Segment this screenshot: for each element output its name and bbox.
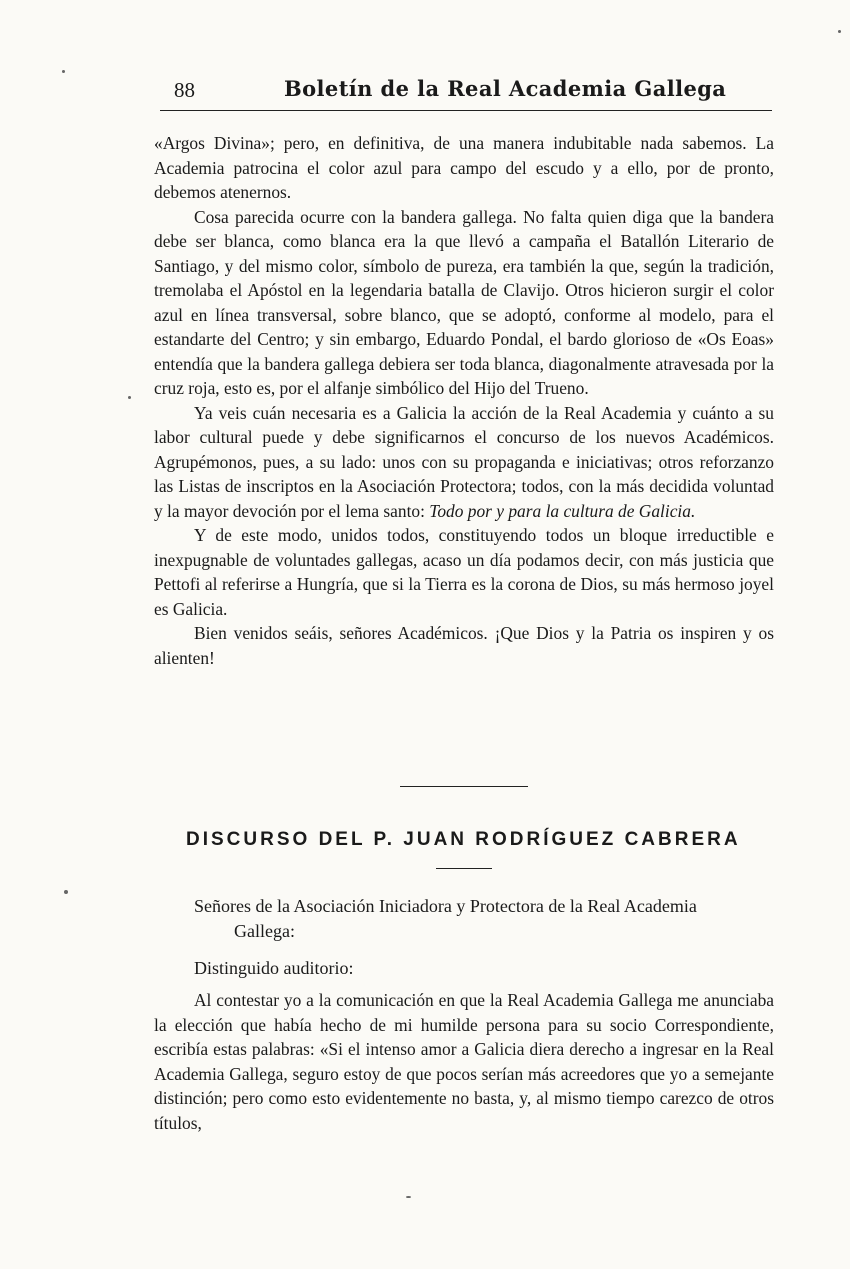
scan-speck [64,890,68,894]
scan-speck [62,70,65,73]
scan-speck [128,396,131,399]
paragraph-academia [154,401,774,524]
salutation [194,894,774,944]
running-head [160,78,772,111]
page-number: 88 [174,78,195,102]
paragraph-unidos: Y de este modo, unidos todos, constituyendo todos un bloque irreductible e inexpugnable de voluntades gallegas, acaso un día podamos decir, con más justicia que Pettofi al referirse a Hungría, que si la Tierra es la corona de Dios, su más hermoso joyel es Galicia. [154,525,774,619]
speech-body [154,988,774,1135]
speech-paragraph: Al contestar yo a la comunicación en que la Real Academia Gallega me anunciaba la elección que había hecho de mi humilde persona para su socio Correspondiente, escribía estas palabras: «Si el intenso amor a Galicia diera derecho a ingresar en la Real Academia Gallega, seguro estoy de que pocos serían más acreedores que yo a semejante distinción; pero como esto evidentemente no basta, y, al mismo tiempo carezco de otros títulos, [154,990,774,1133]
scan-speck [406,1196,411,1198]
paragraph-academia-text: Ya veis cuán necesaria es a Galicia la acción de la Real Academia y cuánto a su labor cultural puede y debe significarnos el concurso de los nuevos Académicos. Agrupémonos, pues, a su lado: unos con su propaganda e iniciativas; otros reforzanzo las Listas de inscriptos en la Asociación Protectora; todos, con la más decidida voluntad y la mayor devoción por el lema santo: [154,402,774,521]
section-title: DISCURSO DEL P. JUAN RODRÍGUEZ CABRERA [186,829,741,850]
paragraph-bandera: Cosa parecida ocurre con la bandera gallega. No falta quien diga que la bandera debe ser blanca, como blanca era la que llevó a campaña el Batallón Literario de Santiago, y del mismo color, símbolo de pureza, era también la que, según la tradición, tremolaba el Apóstol en la legendaria batalla de Clavijo. Otros hicieron surgir el color azul en línea transversal, sobre blanco, que se adoptó, conforme al modelo, para el estandarte del Centro; y sin embargo, Eduardo Pondal, el bardo glorioso de «Os Eoas» entendía que la bandera gallega debiera ser toda blanca, diagonalmente atravesada por la cruz roja, esto es, por el alfanje simbólico del Hijo del Trueno. [154,206,774,398]
article-body [154,131,774,670]
salutation-line-1: Señores de la Asociación Iniciadora y Protectora de la Real Academia [194,896,697,916]
section-divider [400,786,528,787]
audience-greeting: Distinguido auditorio: [194,958,354,978]
motto: Todo por y para la cultura de Galicia. [429,500,696,521]
paragraph-argos: «Argos Divina»; pero, en definitiva, de una manera indubitable nada sabemos. La Academia patrocina el color azul para campo del escudo y a ello, por de pronto, debemos atenernos. [154,133,774,202]
salutation-line-2: Gallega: [234,921,295,941]
journal-title: Boletín de la Real Academia Gallega [284,76,727,101]
title-underline [436,868,492,869]
paragraph-bienvenida: Bien venidos seáis, señores Académicos. ¡Que Dios y la Patria os inspiren y os alienten! [154,623,774,668]
scan-speck [838,30,841,33]
